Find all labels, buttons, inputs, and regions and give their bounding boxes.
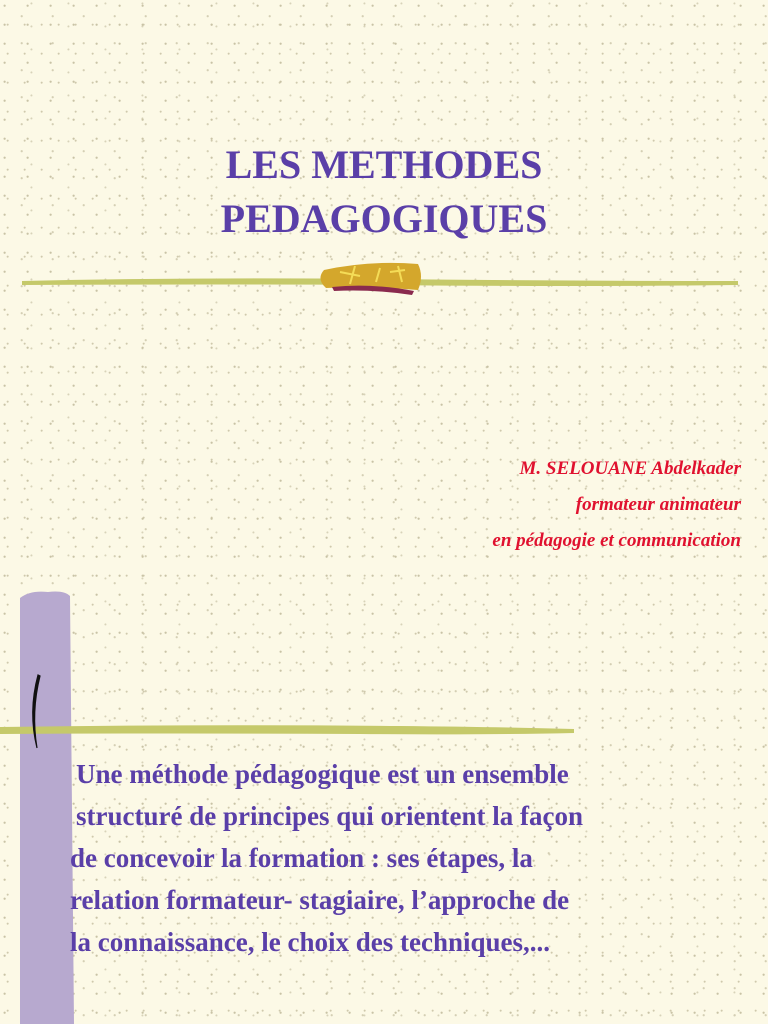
slide-title-line-1: LES METHODES	[225, 142, 543, 187]
definition-line-1: Une méthode pédagogique est un ensemble	[76, 759, 569, 789]
definition-paragraph	[70, 753, 750, 963]
definition-line-3: de concevoir la formation : ses étapes, la	[70, 843, 533, 873]
author-name: M. SELOUANE Abdelkader	[519, 458, 741, 479]
definition-line-2: structuré de principes qui orientent la façon	[76, 801, 583, 831]
sidebar-bar	[20, 592, 74, 1024]
definition-line-5: la connaissance, le choix des techniques,...	[70, 927, 551, 957]
definition-line-4: relation formateur- stagiaire, l’approche de	[70, 885, 570, 915]
body-divider-line	[0, 725, 574, 734]
author-role: formateur animateur	[575, 494, 741, 515]
author-specialty: en pédagogie et communication	[492, 530, 741, 551]
slide-title-line-2: PEDAGOGIQUES	[220, 196, 548, 241]
